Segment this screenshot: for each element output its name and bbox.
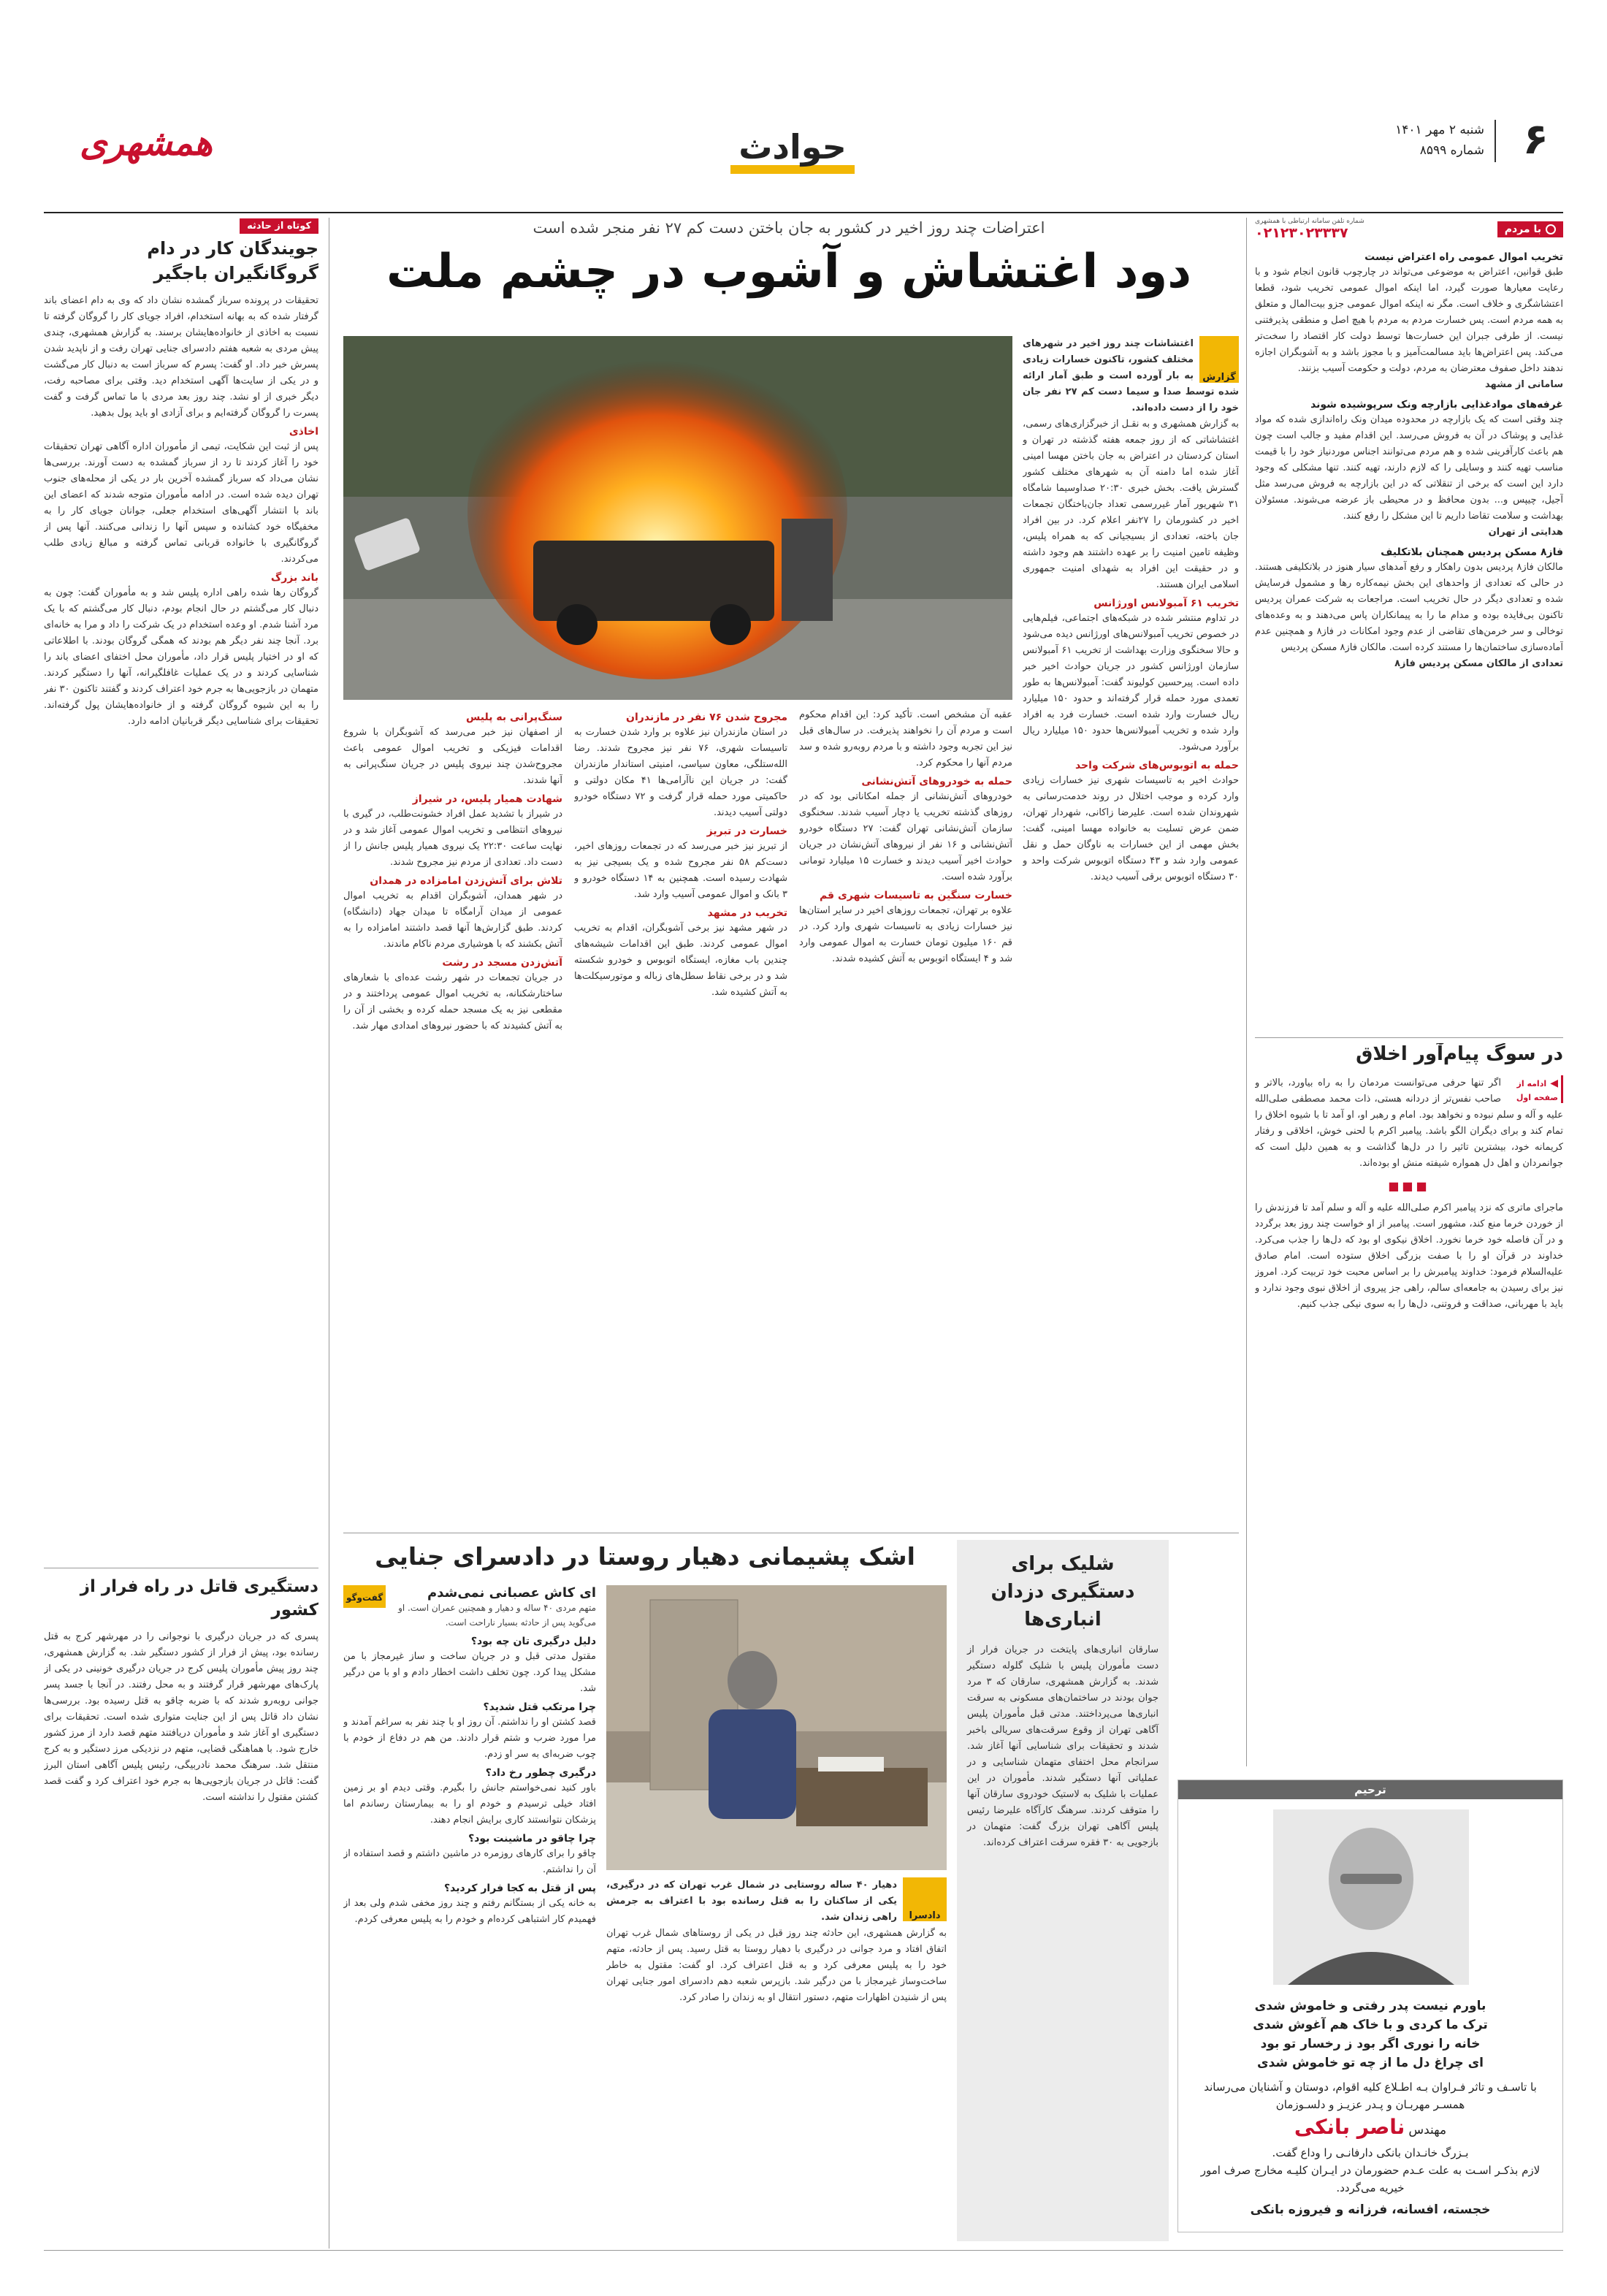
main-paragraph: در استان مازندران نیز علاوه بر وارد شدن خسارت به تاسیسات شهری، ۷۶ نفر نیز مجروح شدند. رضا الله‌ستلگی، معاون سیاسی، امنیتی استاندار مازندران گفت: در جریان این ناآرامی‌ها ۴۱ مکان دولتی و حاکمیتی مورد حمله قرار گرفت و ۷۲ دستگاه خودرو دولتی آسیب دیدند. [574, 727, 787, 818]
mourning-column [1255, 1043, 1563, 1774]
main-paragraph: از تبریز نیز خبر می‌رسد که در تجمعات روزهای اخیر، دست‌کم ۵۸ نفر مجروح شده و یک بسیجی نیز به شهادت رسیده است. همچنین به ۱۴ دستگاه خودرو و ۳ بانک و اموال عمومی آسیب وارد شد. [574, 841, 787, 900]
dadsara-body [606, 1877, 947, 2243]
short-news-headline: جویندگان کار در دام گروگانگیران باجگیر [147, 238, 318, 283]
main-kicker: اعتراضات چند روز اخیر در کشور به جان باختن دست کم ۲۷ نفر منجر شده است [533, 219, 1045, 237]
people-item-author: هدایتی از تهران [1488, 527, 1563, 538]
shooting-headline: شلیک برای دستگیری دزدان انباری‌ها [990, 1553, 1135, 1631]
people-item-body: طبق قوانین، اعتراض به موضوعی می‌تواند در چارچوب قانون انجام شود و با رعایت معیارها صورت گیرد، اما اینکه اموال عمومی تخریب شود، قطعا اعتشاشگری و خلاف است. مگر نه اینکه اموال عمومی جزو بیت‌المال و متعلق به همه مردم است. پس خسارت مردم به مردم با هیچ اصل و منطقی پذیرفتنی نیست. از طرفی جبران این خسارت‌ها توسط دولت کار اقتصاد را سخت‌تر می‌کند. پس اعتراض‌ها باید مسالمت‌آمیز و با مجوز باشد و به آشوبگران اجازه ندهند داخل صفوف معترضان به مردم، دولت و حکومت آسیب بزنند. [1255, 267, 1563, 374]
mourning-continued-box [1507, 1075, 1563, 1103]
main-column-4 [343, 707, 562, 1527]
people-item [1255, 399, 1563, 541]
main-paragraph: علاوه بر تهران، تجمعات روزهای اخیر در سایر استان‌ها نیز خسارات زیادی به تاسیسات شهری وارد کرد. در قم ۱۶۰ میلیون تومان خسارت به اموال عمومی وارد شد و ۴ ایستگاه اتوبوس به آتش کشیده شدند. [799, 905, 1012, 964]
arrest-headline: دستگیری قاتل در راه فرار از کشور [80, 1577, 318, 1620]
poem-line: ای چراغ دل ما از چه تو خاموش شدی [1256, 2056, 1484, 2070]
arrest-paragraph: پسری که در جریان درگیری با نوجوانی را در مهرشهر کرج به قتل رسانده بود، پیش از فرار از کشور دستگیر شد. به گزارش همشهری، چند روز پیش مأموران پلیس کرج در جریان درگیری خونینی در یکی از پارک‌های مهرشهر قرار گرفتند و به محل رفتند. در آنجا با جسد پسر جوانی روبه‌رو شدند که با ضربه چاقو به قتل رسیده بود. بررسی‌ها نشان داد قاتل پس از این جنایت متواری شده است. تحقیقات برای دستگیری او آغاز شد و مأموران دریافتند متهم قصد دارد از مرز کشور خارج شود. با هماهنگی قضایی، متهم در نزدیکی مرز دستگیر و به کرج منتقل شد. سرهنگ محمد نادربیگی، رئیس پلیس آگاهی استان البرز گفت: قاتل در جریان بازجویی‌ها به جرم خود اعتراف کرد و گفت قصد کشتن مقتول را نداشته است. [44, 1631, 318, 1803]
main-subhead: تلاش برای آتش‌زدن امامزاده در همدان [370, 875, 562, 887]
main-paragraph: حوادث اخیر به تاسیسات شهری نیز خسارات زیادی وارد کرده و موجب اختلال در روند خدمت‌رسانی به شهروندان شده است. علیرضا زاکانی، شهردار تهران، ضمن عرض تسلیت به خانواده مهسا امینی، گفت: بخش مهمی از این خسارات به ناوگان حمل و نقل عمومی وارد شد و ۴۳ دستگاه اتوبوس شرکت واحد و ۳۰ دستگاه اتوبوس برقی آسیب دیدند. [1023, 775, 1239, 882]
interview-question: چرا چاقو در ماشینت بود؟ [468, 1833, 596, 1845]
people-item-author: تعدادی از مالکان مسکن پردیس فاز۸ [1394, 658, 1563, 669]
main-paragraph: به گزارش همشهری و به نقـل از خبرگزاری‌های رسمی، اغتشاشاتی که از روز جمعه هفته گذشته در تهران و استان کردستان در اعتراض به جان باختن مهسا امینی آغاز شده اما دامنه آن به شهرهای مختلف کشور گسترش یافت. بخش خبری ۲۰:۳۰ صداوسیما شامگاه ۳۱ شهریور آمار غیررسمی تعداد جان‌باختگان تجمعات اخیر در کشورمان را ۲۷نفر اعلام کرد. در بین افراد جان باخته، تعدادی از بسیجیانی که به همراه پلیس، وظیفه تامین امنیت را بر عهده داشتند هم وجود داشته و در حقیقت این افراد به شهدای امنیت جمهوری اسلامی ایران هستند. [1023, 419, 1239, 590]
main-subhead: مجروح شدن ۷۶ نفر در مازندران [626, 712, 787, 723]
interview-answer: قصد کشتن او را نداشتم. آن روز او با چند نفر به سراغم آمدند و مرا مورد ضرب و شتم قرار دادند. من هم در دفاع از خودم با چوب ضربه‌ای به سر او زدم. [343, 1717, 596, 1760]
bottom-rule [44, 2250, 1563, 2251]
people-phone-label: شماره تلفن سامانه ارتباطی با همشهری [1255, 218, 1364, 225]
poem-line: باورم نیست پدر رفتی و خاموش شدی [1254, 1999, 1486, 2013]
short-news-paragraph: تحقیقات در پرونده سرباز گمشده نشان داد که وی به دام اعضای باند گرفتار شده که به بهانه استخدام، افراد جویای کار را گروگان گرفته تا نسبت به اخاذی از خانواده‌هایشان برسند. به گزارش همشهری، چندی پیش مردی به شعبه هفتم دادسرای جنایی تهران رفت و از ناپدید شدن پسرش خبر داد. او گفت: پسرم که سرباز است به دنبال کار می‌گشت و در یکی از سایت‌ها آگهی استخدام دید. وقتی برای مصاحبه رفت، دیگر خبری از او نشد. چند روز بعد مردی با ما تماس گرفت و گفت پسرت را گروگان گرفته‌ایم و برای آزادی او باید پول بدهید. [44, 295, 318, 419]
page-number-separator [1495, 120, 1496, 162]
poem-line: خانه را نوری اگر بود ز رخسار تو بود [1260, 2037, 1481, 2051]
main-paragraph: از اصفهان نیز خبر می‌رسد که آشوبگران با شروع اقدامات فیزیکی و تخریب اموال عمومی باعث مجروح‌شدن چند نیروی پلیس در جریان سنگ‌پرانی به آنها شدند. [343, 727, 562, 786]
poem-line: ترک ما کردی و با خاک هم آغوش شدی [1253, 2018, 1488, 2032]
short-news-column [44, 218, 318, 1562]
people-header [1255, 218, 1563, 241]
obituary-family: خجسته، افسانه، فرزانه و فیروزه بانکی [1250, 2202, 1491, 2217]
newspaper-logo [44, 121, 248, 165]
continued-arrow-icon: ◀ [1550, 1078, 1558, 1089]
suspect-photo-graphic [606, 1585, 947, 1870]
masthead [0, 0, 1607, 219]
obituary-notice: بـزرگ خانـدان بانکی دارفانـی را وداع گفت. [1272, 2146, 1469, 2159]
short-news-subhead: باند بزرگ [270, 572, 318, 584]
interview-question: درگیری چطور رخ داد؟ [485, 1767, 596, 1779]
dadsara-paragraph: به گزارش همشهری، این حادثه چند روز قبل در یکی از روستاهای شمال غرب تهران اتفاق افتاد و مرد جوانی در درگیری با دهیار روستا به قتل رسید. پس از حادثه، متهم خود را به پلیس معرفی کرد و به قتل اعتراف کرد. او گفت: مقتول به خاطر ساخت‌وساز غیرمجاز با من درگیر شد. بازپرس شعبه دهم دادسرای امور جنایی تهران پس از شنیدن اظهارات متهم، دستور انتقال او به زندان را صادر کرد. [606, 1928, 947, 2003]
portrait-graphic [1273, 1809, 1469, 1985]
obituary-title: مهندس [1408, 2123, 1447, 2137]
mourning-continued-tag: ادامه از صفحه اول [1516, 1079, 1558, 1102]
shooting-paragraph: سارقان انباری‌های پایتخت در جریان فرار از دست مأموران پلیس با شلیک گلوله دستگیر شدند. به گزارش همشهری، سارقان که ۳ مرد جوان بودند در ساختمان‌های مسکونی به سرقت انباری‌ها می‌پرداختند. مدتی قبل مأموران پلیس آگاهی تهران از وقوع سرقت‌های سریالی باخبر شدند و تحقیقات برای شناسایی آنها آغاز شد. سرانجام محل اختفای متهمان شناسایی و در عملیاتی آنها دستگیر شدند. مأموران در این عملیات با شلیک به لاستیک خودروی سارقان آنها را متوقف کردند. سرهنگ کارآگاه علیرضا رئیس پلیس آگاهی تهران بزرگ گفت: متهمان در بازجویی به ۳۰ فقره سرقت اعتراف کرده‌اند. [967, 1644, 1159, 1848]
interview-question: دلیل درگیری تان چه بود؟ [470, 1636, 596, 1647]
people-item-body: مالکان فاز۸ پردیس بدون راهکار و رفع آمدهای سیار هنوز در بلاتکلیفی هستند. در حالی که تعدادی از واحدهای این بخش نیمه‌کاره رها و مشمول فرسایش شده و تعدادی دیگر در حال تخریب است. مراجعات به شرکت عمران پردیس تاکنون بی‌فایده بوده و مدام ما را به پیمانکاران پاس می‌دهند و به وعده‌های توخالی و سر خرمن‌های تقاضی از عدم وجود امکانات در فاز۸ و همچنین عدم آماده‌سازی ساختمان‌ها را مستند کرده است. مالکان فاز۸ مسکن پردیس [1255, 562, 1563, 653]
interview-answer: چاقو را برای کارهای روزمره در ماشین داشتم و قصد استفاده از آن را نداشتم. [343, 1848, 596, 1875]
short-news-subhead: اخاذی [289, 426, 318, 438]
interview-answer: مقتول مدتی قبل و در جریان ساخت و ساز غیرمجاز با من مشکل پیدا کرد. چون تخلف داشت اخطار دادم و او با من درگیر شد. [343, 1651, 596, 1694]
main-subhead: آتش‌زدن مسجد در رشت [442, 957, 562, 969]
main-paragraph: در جریان تجمعات در شهر رشت عده‌ای با شعارهای ساختارشکنانه، به تخریب اموال عمومی پرداختند و در مقطعی نیز به یک مسجد حمله کرده و بخشی از آن را به آتش کشیدند که با حضور نیروهای امدادی مهار شد. [343, 972, 562, 1031]
main-column-3 [574, 707, 787, 1527]
obituary-box [1177, 1780, 1563, 2232]
main-subhead: سنگ‌پرانی به پلیس [466, 712, 562, 723]
people-item-title: فاز۸ مسکن پردیس همچنان بلاتکلیف [1381, 546, 1563, 558]
dadsara-tag [903, 1877, 947, 1921]
dadsara-tag-label: دادسرا [909, 1910, 941, 1921]
short-news-paragraph: گروگان رها شده راهی اداره پلیس شد و به مأموران گفت: چون به دنبال کار می‌گشتم در حال انجام بودم، دنبال کار می‌گشتم که با یک مرد آشنا شدم. او وعده استخدام در یک شرکت را داد و مرا به خانه‌ای برد. آنجا چند نفر دیگر هم بودند که همگی گروگان بودند. با اطلاعاتی که او در اختیار پلیس قرار داد، مأموران محل اختفای اعضای باند را شناسایی کردند و در یک عملیات غافلگیرانه، آنها را دستگیر کردند. متهمان در بازجویی‌ها به جرم خود اعتراف کردند و گفتند تاکنون ۳۰ نفر را به این شیوه گروگان گرفته و از خانواده‌هایشان پول گرفته‌اند. تحقیقات برای شناسایی دیگر قربانیان ادامه دارد. [44, 587, 318, 727]
obituary-name-line [1190, 2113, 1551, 2144]
main-subhead: حمله به خودروهای آتش‌نشانی [861, 776, 1012, 787]
main-column-1 [1023, 336, 1239, 1527]
obituary-notice: لازم بذکـر اسـت به علت عـدم حضورمان در ایـران کلیـه مخارج صرف امور خیریه می‌گردد. [1200, 2164, 1541, 2194]
main-subhead: حمله به اتوبوس‌های شرکت واحد [1074, 760, 1239, 771]
obituary-tag [1178, 1780, 1562, 1799]
obituary-portrait [1273, 1809, 1469, 1985]
page-number: ۶ [1522, 114, 1549, 164]
separator-dots: ■■■ [1388, 1179, 1430, 1193]
dadsara-lead: دهیار ۴۰ ساله روستایی در شمال غرب تهران که در درگیری، یکی از ساکنان را به قتل رسانده بود با اعتراف به جرمش راهی زندان شد. [606, 1880, 897, 1923]
interview-box [343, 1585, 596, 2243]
people-phone: ۰۲۱۲۳۰۲۳۳۳۷ [1255, 225, 1348, 241]
people-column [1255, 218, 1563, 1036]
obituary-notice: همسـر مهربـان و پـدر عزیـز و دلسـوزمان [1275, 2098, 1465, 2111]
interview-intro: متهم مردی ۴۰ ساله و دهیار و همچنین عمران است. او می‌گوید پس از حادثه بسیار ناراحت است. [398, 1603, 596, 1628]
interview-question: چرا مرتکب قتل شدید؟ [483, 1701, 596, 1713]
top-rule [44, 212, 1563, 213]
mourning-paragraph: ماجرای ماتری که نزد پیامبر اکرم صلی‌الله علیه و آله و سلم آمد تا فرزندش را از خوردن خرما منع کند، مشهور است. پیامبر از او خواست چند روز بعد برگردد و در آن فاصله خود خرما نخورد. اخلاق نیکوی او بود که دل‌ها را جذب می‌کرد. خداوند در قرآن او را با صفت بزرگی اخلاق ستوده است. امام صادق علیه‌السلام فرمود: خداوند پیامبرش را بر اساس محبت خود تربیت کرد. امروز نیز برای رسیدن به جامعه‌ای سالم، راهی جز پیروی از اخلاق نبوی وجود ندارد و باید با مهربانی، صداقت و فروتنی، دل‌ها را به سوی نیکی جذب کنیم. [1255, 1202, 1563, 1310]
main-paragraph: عقبه آن مشخص است. تأکید کرد: این اقدام محکوم است و مردم آن را نخواهند پذیرفت. در سال‌های قبل نیز این تجربه وجود داشته و با مردم روبه‌رو شده و سد مردم آنها را محکوم کرد. [799, 709, 1012, 768]
main-paragraph: خودروهای آتش‌نشانی از جمله امکاناتی بود که در روزهای گذشته تخریب یا دچار آسیب شدند. سخنگوی سازمان آتش‌نشانی تهران گفت: ۲۷ دستگاه خودرو آتش‌نشانی و ۱۶ نفر از نیروهای آتش‌نشان در جریان حوادث اخیر آسیب دیدند و خسارت ۱۵ میلیارد تومانی برآورد شده است. [799, 791, 1012, 882]
main-paragraph: در تداوم منتشر شده در شبکه‌های اجتماعی، فیلم‌هایی در خصوص تخریب آمبولانس‌های اورژانس دیده می‌شود و حالا سخنگوی وزارت بهداشت از تخریب ۶۱ آمبولانس سازمان اورژانس کشور در جریان حوادث اخیر خبر داده است. پیرحسین کولیوند گفت: آمبولانس‌ها به طور تعمدی مورد حمله قرار گرفته‌اند و حدود ۱۵۰ میلیارد ریال خسارت وارد شده است. خسارت فرد به افراد وارد شده و تخریب آمبولانس‌ها حدود ۱۵۰ میلیارد ریال برآورد می‌شود. [1023, 613, 1239, 752]
logo-text: همشهری [79, 123, 213, 164]
people-item-body: چند وقتی است که یک بازارچه در محدوده میدان ونک راه‌اندازی شده که مواد غذایی و پوشاک در آن به فروش می‌رسد. این اقدام مفید و جالب است چون هم باعث کارآفرینی شده و هم مردم می‌توانند اجناس موردنیاز خود را با قیمت مناسب تهیه کنند و وسایلی را که لازم دارند، تهیه کنند. تنها مشکلی که وجود دارد این است که برخی از تنقلاتی که در این بازارچه به فروش می‌رسد مثل آجیل، چیپس و... بدون محافظ و در محیطی باز عرضه می‌شوند. مسئولان بهداشت و سلامت تقاضا داریم تا این مشکل را رفع کنند. [1255, 414, 1563, 522]
main-column-2 [799, 707, 1012, 1527]
main-lead: اغتشاشات چند روز اخیر در شهرهای مختلف کشور، تاکنون خسارات زیادی به بار آورده است و طبق آمار ارائه شده توسط صدا و سیما دست کم ۲۷ نفر جان خود را از دست داده‌اند. [1023, 338, 1239, 413]
people-item [1255, 251, 1563, 393]
main-subhead: تخریب در مشهد [707, 907, 787, 919]
main-subhead: تخریب ۶۱ آمبولانس اورژانس [1093, 598, 1239, 609]
main-photo [343, 336, 1012, 700]
interview-tag [343, 1585, 386, 1608]
people-item-title: تخریب اموال عمومی راه اعتراض نیست [1364, 251, 1563, 263]
short-news-tag-label: کوتاه از حادثه [240, 218, 318, 234]
obituary-notice: با تاسـف و تاثر فـراوان بـه اطـلاع کلیه اقوام، دوستان و آشنایان می‌رساند [1204, 2080, 1537, 2094]
interview-tag-label: گفت‌وگو [346, 1593, 383, 1603]
short-news-paragraph: پس از ثبت این شکایت، تیمی از مأموران اداره آگاهی تهران تحقیقات خود را آغاز کردند تا رد از سرباز گمشده به دست آورند. بررسی‌ها نشان می‌داد که سرباز گمشده آخرین بار در یکی از محله‌های جنوب تهران دیده شده است. در ادامه مأموران متوجه شدند که اعضای این باند با انتشار آگهی‌های استخدام جعلی، جوانان جویای کار را به مخفیگاه خود کشانده و سپس آنها را زندانی می‌کنند. آنها پس از گروگانگیری با خانواده قربانی تماس گرفته و مبالغ زیادی طلب می‌کردند. [44, 441, 318, 565]
report-tag-label: گزارش [1202, 372, 1236, 383]
main-headline: دود اغتشاش و آشوب در چشم ملت [386, 245, 1192, 299]
people-item-title: غرفه‌های موادغذایی بازارچه ونک سرپوشیده شوند [1310, 399, 1563, 411]
main-subhead: خسارت در تبریز [706, 825, 787, 837]
report-tag [1199, 336, 1239, 383]
short-news-tag [44, 218, 318, 232]
interview-answer: باور کنید نمی‌خواستم جانش را بگیرم. وقتی دیدم او بر زمین افتاد خیلی ترسیدم و خودم او را به بیمارستان رساندم اما پزشکان نتوانستند کاری برایش انجام دهند. [343, 1782, 596, 1826]
main-paragraph: در شهر مشهد نیز برخی آشوبگران، اقدام به تخریب اموال عمومی کردند. طبق این اقدامات شیشه‌های چندین باب مغازه، ایستگاه اتوبوس و خودرو شکسته شد و در برخی نقاط سطل‌های زباله و موتورسیکلت‌ها به آتش کشیده شد. [574, 923, 787, 998]
section-title-text: حوادث [738, 127, 847, 167]
people-logo-icon [1546, 224, 1556, 234]
people-bottom-rule [1255, 1037, 1563, 1038]
mourning-headline: در سوگ پیام‌آور اخلاق [1356, 1043, 1563, 1065]
dadsara-headline: اشک پشیمانی دهیار روستا در دادسرای جنایی [375, 1542, 915, 1571]
main-paragraph: در شیراز با تشدید عمل افراد خشونت‌طلب، در گیری با نیروهای انتظامی و تخریب اموال عمومی آغاز شد و در نهایت ساعت ۲۲:۳۰ یک نیروی همیار پلیس جانش را از دست داد. تعدادی از مردم نیز مجروح شدند. [343, 809, 562, 868]
obituary-name: ناصر بانکی [1294, 2115, 1405, 2139]
people-item [1255, 546, 1563, 672]
burning-car-graphic [343, 336, 1012, 700]
main-paragraph: در شهر همدان، آشوبگران اقدام به تخریب اموال عمومی از میدان آرامگاه تا میدان جهاد (دانشگاه) کردند. طبق گزارش‌ها آنها قصد داشتند امامزاده را به آتش بکشند که با هوشیاری مردم ناکام ماندند. [343, 890, 562, 950]
issue-number: شماره ۸۵۹۹ [1419, 143, 1484, 158]
shooting-story-box [957, 1540, 1169, 2241]
issue-date: شنبه ۲ مهر ۱۴۰۱ [1395, 123, 1484, 137]
interview-answer: به خانه یکی از بستگانم رفتم و چند روز مخفی شدم ولی بعد از فهمیدم کار اشتباهی کرده‌ام و خودم را به پلیس معرفی کردم. [343, 1898, 596, 1925]
suspect-photo [606, 1585, 947, 1870]
people-tag-label: با مردم [1504, 224, 1541, 235]
arrest-story [44, 1575, 318, 2247]
obituary-text [1190, 1996, 1551, 2220]
interview-header [343, 1585, 596, 1630]
people-item-author: سامانی از مشهد [1485, 379, 1563, 390]
people-phone-block [1255, 218, 1364, 241]
people-tag [1497, 221, 1563, 237]
mourning-paragraph: اگر تنها حرفی می‌توانست مردمان را به راه بیاورد، بالاتر و صاحب نفس‌تر از دردانه هستی، ذات محمد مصطفی صلی‌الله علیه و آله و سلم نبوده و نخواهد بود. امام و رهبر او، او آمد تا با شیوه اخلاق را تمام کند و برای دیگران الگو باشد. پیامبر اکرم با لحنی خوش، اخلاقی و رفتار کریمانه خود، بیشترین تاثیر را در دل‌ها گذاشت و به همین دلیل است که جوانمردان و اهل دل همواره شیفته منش او بوده‌اند. [1255, 1078, 1563, 1169]
obituary-tag-label: ترحیم [1354, 1783, 1386, 1796]
interview-heading [392, 1585, 596, 1630]
interview-question: پس از قتل به کجا فرار کردید؟ [444, 1883, 596, 1894]
main-subhead: شهادت همیار پلیس، در شیراز [412, 793, 562, 805]
section-title [730, 123, 855, 178]
column-divider [1246, 218, 1247, 1766]
main-subhead: خسارت سنگین به تاسیسات شهری قم [819, 890, 1012, 901]
interview-title: ای کاش عصبانی نمی‌شدم [427, 1585, 596, 1601]
